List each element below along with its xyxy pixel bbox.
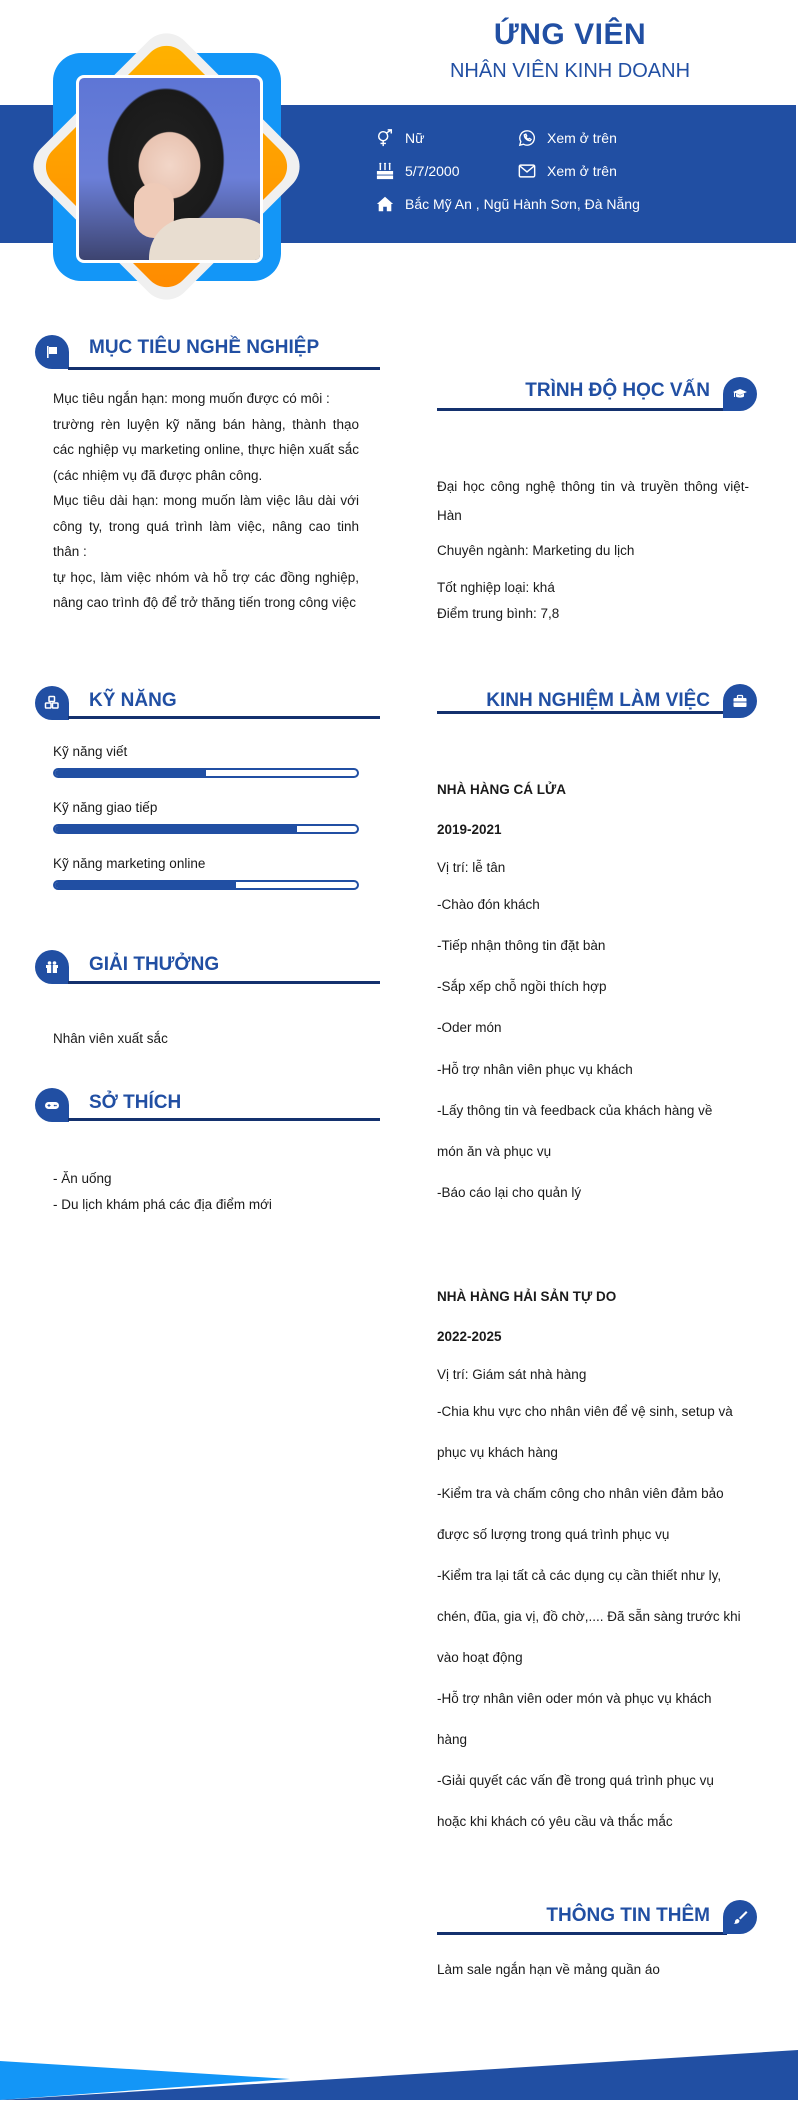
candidate-role: NHÂN VIÊN KINH DOANH <box>449 60 691 82</box>
whatsapp-phone-icon <box>517 129 537 147</box>
section-divider <box>437 408 727 411</box>
skill-label: Kỹ năng giao tiếp <box>53 800 158 815</box>
gender-icon <box>375 129 395 147</box>
job-duty: -Lấy thông tin và feedback của khách hàng về <box>437 1103 713 1118</box>
email-value: Xem ở trên <box>547 163 617 179</box>
job-duty: -Kiểm tra lại tất cả các dụng cụ cần thiết như ly, <box>437 1568 722 1583</box>
gift-icon <box>44 959 60 975</box>
experience-section-title: KINH NGHIỆM LÀM VIỆC <box>486 690 710 711</box>
education-gpa: Điểm trung bình: 7,8 <box>437 606 560 621</box>
section-divider <box>68 367 380 370</box>
job-position: Vị trí: lễ tân <box>437 860 506 875</box>
skill-bar <box>53 880 359 890</box>
education-section-icon <box>723 377 757 411</box>
job-company: NHÀ HÀNG HẢI SẢN TỰ DO <box>437 1289 617 1304</box>
job-duty: chén, đũa, gia vị, đồ chờ,.... Đã sẵn sàng trước khi <box>437 1609 741 1624</box>
education-major: Chuyên ngành: Marketing du lịch <box>437 543 635 558</box>
info-phone <box>517 128 617 148</box>
paint-brush-icon <box>732 1909 748 1925</box>
hobby-item: - Ăn uống <box>53 1171 112 1186</box>
education-section-title: TRÌNH ĐỘ HỌC VẤN <box>525 380 710 401</box>
job-duty: phục vụ khách hàng <box>437 1445 558 1460</box>
skill-bar <box>53 824 359 834</box>
flag-icon <box>44 344 60 360</box>
briefcase-icon <box>732 693 748 709</box>
hobby-item: - Du lịch khám phá các địa điểm mới <box>53 1197 272 1212</box>
footer-decoration <box>0 2040 800 2125</box>
education-grade: Tốt nghiệp loại: khá <box>437 580 555 595</box>
avatar-photo-detail <box>149 218 263 263</box>
job-duty: -Tiếp nhận thông tin đặt bàn <box>437 938 606 953</box>
job-company: NHÀ HÀNG CÁ LỬA <box>437 782 566 797</box>
job-duty: -Oder món <box>437 1020 502 1035</box>
gamepad-icon <box>44 1097 60 1113</box>
job-duty: vào hoạt động <box>437 1650 523 1665</box>
job-period: 2022-2025 <box>437 1329 502 1344</box>
job-duty: -Chào đón khách <box>437 897 540 912</box>
job-duty: -Sắp xếp chỗ ngồi thích hợp <box>437 979 607 994</box>
job-duty: hàng <box>437 1732 468 1747</box>
additional-info-section-icon <box>723 1900 757 1934</box>
education-school: Đại học công nghệ thông tin và truyền thông việt-Hàn <box>437 479 749 523</box>
birthday-cake-icon <box>375 162 395 180</box>
skill-bar-fill <box>55 882 236 888</box>
job-duty: -Chia khu vực cho nhân viên để vệ sinh, setup và <box>437 1404 733 1419</box>
career-section-title: MỤC TIÊU NGHỀ NGHIỆP <box>89 337 320 358</box>
job-position: Vị trí: Giám sát nhà hàng <box>437 1367 587 1382</box>
skill-bar <box>53 768 359 778</box>
section-divider <box>68 716 380 719</box>
job-duty: hoặc khi khách có yêu cầu và thắc mắc <box>437 1814 673 1829</box>
additional-info-text: Làm sale ngắn hạn về mảng quần áo <box>437 1962 660 1977</box>
career-paragraph: Mục tiêu dài hạn: mong muốn làm việc lâu dài với công ty, trong quá trình làm việc, nâng cao tinh thân : <box>53 493 359 559</box>
hobbies-section-title: SỞ THÍCH <box>89 1092 182 1113</box>
career-paragraph: tự học, làm việc nhóm và hỗ trợ các đồng nghiệp, nâng cao trình độ để trở thăng tiến trong công việc <box>53 569 359 610</box>
section-divider <box>68 981 380 984</box>
skill-label: Kỹ năng marketing online <box>53 856 206 871</box>
career-section-icon <box>35 335 69 369</box>
skill-bar-fill <box>55 770 206 776</box>
award-item: Nhân viên xuất sắc <box>53 1031 168 1046</box>
hobbies-list <box>53 1166 272 1218</box>
skill-label: Kỹ năng viết <box>53 744 128 759</box>
awards-section-icon <box>35 950 69 984</box>
job-duty: -Hỗ trợ nhân viên phục vụ khách <box>437 1062 633 1077</box>
info-gender <box>375 128 424 148</box>
section-divider <box>437 1932 727 1935</box>
job-duty: món ăn và phục vụ <box>437 1144 552 1159</box>
section-divider <box>68 1118 380 1121</box>
job-duty: được số lượng trong quá trình phục vụ <box>437 1527 670 1542</box>
job-duty: -Kiểm tra và chấm công cho nhân viên đảm bảo <box>437 1486 724 1501</box>
job-period: 2019-2021 <box>437 822 502 837</box>
career-paragraph: trường rèn luyện kỹ năng bán hàng, thành thạo các nghiệp vụ marketing online, thực hiện xuất sắc (các nhiệm vụ đã được phân công. <box>53 416 359 483</box>
job-duty: -Hỗ trợ nhân viên oder món và phục vụ khách <box>437 1691 712 1706</box>
job-duty: -Giải quyết các vấn đề trong quá trình phục vụ <box>437 1773 714 1788</box>
section-divider <box>437 711 727 714</box>
skill-bar-fill <box>55 826 297 832</box>
gender-value: Nữ <box>405 130 425 146</box>
candidate-name: ỨNG VIÊN <box>493 18 647 51</box>
skills-section-icon <box>35 686 69 720</box>
address-value: Bắc Mỹ An , Ngũ Hành Sơn, Đà Nẵng <box>405 196 640 212</box>
career-paragraph: Mục tiêu ngắn hạn: mong muốn được có môi : <box>53 391 330 406</box>
envelope-icon <box>517 162 537 180</box>
awards-section-title: GIẢI THƯỞNG <box>89 954 220 975</box>
hobbies-section-icon <box>35 1088 69 1122</box>
info-address <box>375 194 640 214</box>
career-objective-text <box>53 386 359 616</box>
skills-section-title: KỸ NĂNG <box>89 690 177 711</box>
experience-section-icon <box>723 684 757 718</box>
job-duty: -Báo cáo lại cho quản lý <box>437 1185 582 1200</box>
info-birthday <box>375 161 460 181</box>
additional-info-section-title: THÔNG TIN THÊM <box>546 1905 710 1926</box>
info-email <box>517 161 617 181</box>
cubes-icon <box>44 695 60 711</box>
home-icon <box>375 195 395 213</box>
graduation-cap-icon <box>732 386 748 402</box>
phone-value: Xem ở trên <box>547 130 617 146</box>
avatar-photo <box>76 75 263 263</box>
birthday-value: 5/7/2000 <box>405 163 460 179</box>
